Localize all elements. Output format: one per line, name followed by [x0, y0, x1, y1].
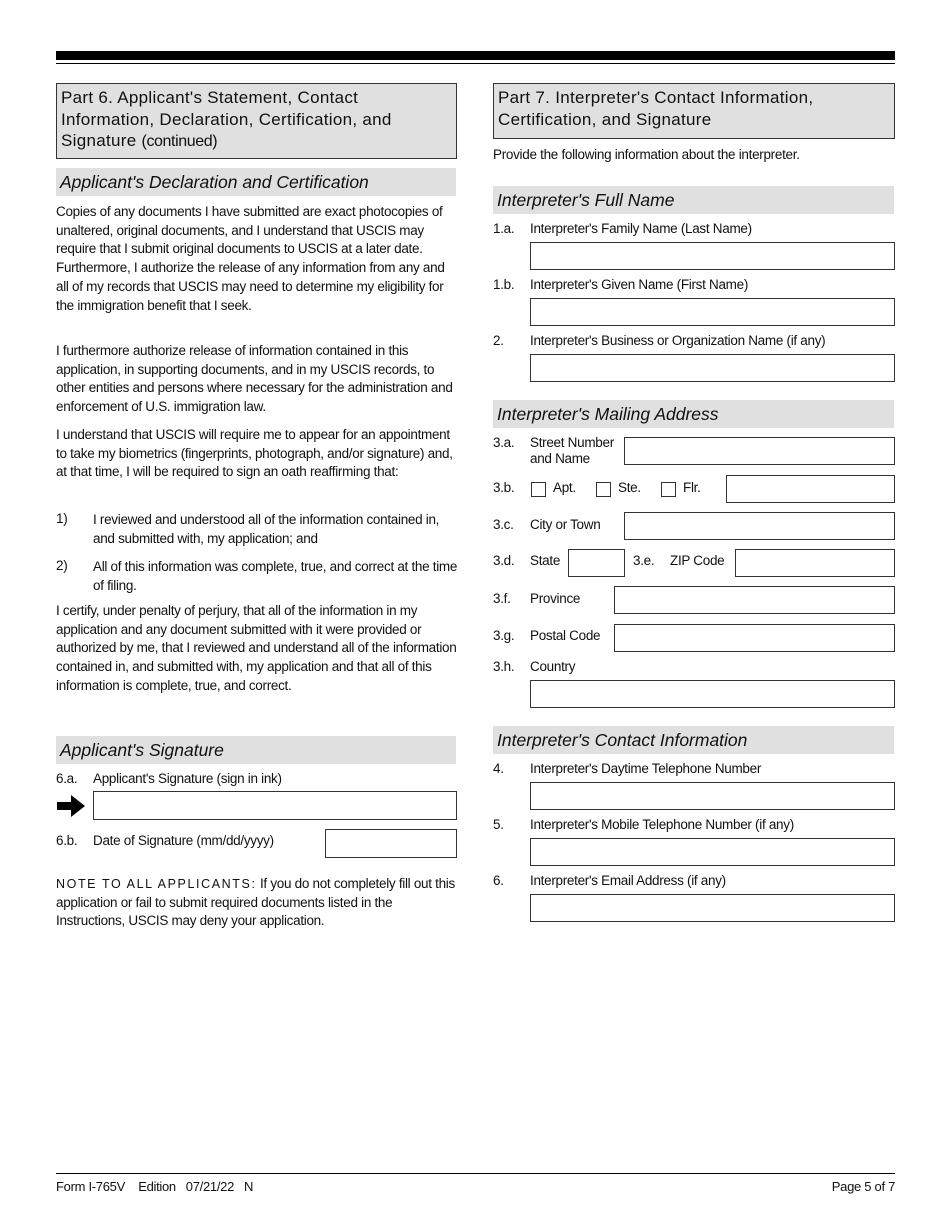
- signature-heading: Applicant's Signature: [56, 736, 456, 764]
- q1b-number: 1.b.: [493, 277, 515, 292]
- q4-label: Interpreter's Daytime Telephone Number: [530, 761, 762, 776]
- q3g-label: Postal Code: [530, 628, 601, 643]
- q5-number: 5.: [493, 817, 504, 832]
- top-rule-thin: [56, 63, 895, 64]
- declaration-para-4: I certify, under penalty of perjury, that all of the information in my application and any document submitted with it were provided or authorized by me, that I reviewed and understand all of the information contained in, and submitted with, my application and that all of this information is complete, true, and correct.: [56, 603, 457, 693]
- q3h-number: 3.h.: [493, 659, 515, 674]
- mailing-address-heading: Interpreter's Mailing Address: [493, 400, 894, 428]
- contact-info-heading: Interpreter's Contact Information: [493, 726, 894, 754]
- q6-number: 6.: [493, 873, 504, 888]
- part6-header-continued: (continued): [141, 133, 218, 150]
- q6b-number: 6.b.: [56, 833, 78, 848]
- q3a-label: [530, 435, 614, 467]
- family-name-field[interactable]: [530, 242, 895, 270]
- footer-edition-label: Edition: [138, 1179, 176, 1194]
- q6b-label: Date of Signature (mm/dd/yyyy): [93, 833, 274, 848]
- q2-number: 2.: [493, 333, 504, 348]
- declaration-para-3: I understand that USCIS will require me to appear for an appointment to take my biometrics (fingerprints, photograph, and/or signature) and, at that time, I will be required to sign an oath reaffirming that:: [56, 427, 453, 480]
- zip-code-field[interactable]: [735, 549, 895, 577]
- unit-number-field[interactable]: [726, 475, 895, 503]
- given-name-field[interactable]: [530, 298, 895, 326]
- q3c-number: 3.c.: [493, 517, 514, 532]
- full-name-heading: Interpreter's Full Name: [493, 186, 894, 214]
- mobile-phone-field[interactable]: [530, 838, 895, 866]
- part7-header-line1: Part 7. Interpreter's Contact Information,: [498, 88, 814, 107]
- q4-number: 4.: [493, 761, 504, 776]
- date-of-signature-field[interactable]: [325, 829, 457, 858]
- part7-header-line2: Certification, and Signature: [498, 109, 712, 129]
- q3a-label-line2: and Name: [530, 451, 590, 466]
- applicant-signature-field[interactable]: [93, 791, 457, 820]
- declaration-para-1: Copies of any documents I have submitted are exact photocopies of unaltered, original documents, and I understand that USCIS may require that I submit original documents to USCIS at a later date. Furthermore, I authorize the release of any information from any and all of my records that USCIS may need to determine my eligibility for the immigration benefit that I seek.: [56, 204, 445, 313]
- q6a-label: Applicant's Signature (sign in ink): [93, 771, 282, 786]
- q6-label: Interpreter's Email Address (if any): [530, 873, 726, 888]
- email-field[interactable]: [530, 894, 895, 922]
- country-field[interactable]: [530, 680, 895, 708]
- note-to-applicants: [56, 875, 458, 931]
- q3h-label: Country: [530, 659, 576, 674]
- oath-item-2-number: 2): [56, 558, 68, 573]
- q3f-number: 3.f.: [493, 591, 511, 606]
- q1a-label: Interpreter's Family Name (Last Name): [530, 221, 752, 236]
- q3e-label: ZIP Code: [670, 553, 725, 568]
- footer-page-number: Page 5 of 7: [831, 1179, 895, 1194]
- right-arrow-icon: [57, 795, 85, 820]
- footer-form-id: Form I-765V: [56, 1179, 125, 1194]
- footer-rule: [56, 1173, 895, 1174]
- footer-edition-code: N: [243, 1179, 254, 1194]
- postal-code-field[interactable]: [614, 624, 895, 652]
- oath-item-1-number: 1): [56, 511, 68, 526]
- declaration-heading: Applicant's Declaration and Certification: [56, 168, 456, 196]
- apt-checkbox[interactable]: [531, 482, 546, 497]
- note-caption: NOTE TO ALL APPLICANTS:: [56, 877, 257, 891]
- q3f-label: Province: [530, 591, 581, 606]
- q3a-number: 3.a.: [493, 435, 515, 450]
- ste-checkbox[interactable]: [596, 482, 611, 497]
- state-field[interactable]: [568, 549, 625, 577]
- street-field[interactable]: [624, 437, 895, 465]
- declaration-para-2: I furthermore authorize release of information contained in this application, in supporting documents, and in my USCIS records, to other entities and persons where necessary for the administration and enforcement of U.S. immigration law.: [56, 343, 453, 415]
- province-field[interactable]: [614, 586, 895, 614]
- part6-header-line2: Information, Declaration, Certification, and: [61, 109, 392, 129]
- q3e-number: 3.e.: [633, 553, 655, 568]
- q2-label: Interpreter's Business or Organization Name (if any): [530, 333, 826, 348]
- footer-form-info: [56, 1179, 253, 1194]
- part7-intro: Provide the following information about the interpreter.: [493, 147, 800, 162]
- top-rule-thick: [56, 51, 895, 60]
- part6-header-line1: Part 6. Applicant's Statement, Contact: [61, 88, 359, 107]
- business-name-field[interactable]: [530, 354, 895, 382]
- q5-label: Interpreter's Mobile Telephone Number (if any): [530, 817, 794, 832]
- footer-edition-date: 07/21/22: [185, 1179, 235, 1194]
- part6-header-line3: Signature: [61, 131, 137, 150]
- q3d-label: State: [530, 553, 561, 568]
- q3a-label-line1: Street Number: [530, 435, 614, 450]
- q3c-label: City or Town: [530, 517, 601, 532]
- q6a-number: 6.a.: [56, 771, 78, 786]
- q3d-number: 3.d.: [493, 553, 515, 568]
- q1b-label: Interpreter's Given Name (First Name): [530, 277, 749, 292]
- oath-item-1-text: I reviewed and understood all of the information contained in, and submitted with, my application; and: [93, 512, 440, 546]
- q1a-number: 1.a.: [493, 221, 515, 236]
- oath-item-2-text: All of this information was complete, true, and correct at the time of filing.: [93, 559, 458, 593]
- q3b-number: 3.b.: [493, 480, 515, 495]
- ste-label: Ste.: [618, 480, 641, 495]
- city-field[interactable]: [624, 512, 895, 540]
- apt-label: Apt.: [553, 480, 576, 495]
- note-text: If you do not completely fill out this application or fail to submit required documents listed in the Instructions, USCIS may deny your application.: [56, 876, 455, 929]
- flr-label: Flr.: [683, 480, 701, 495]
- part7-header: [493, 83, 895, 139]
- part6-header: [56, 83, 457, 159]
- daytime-phone-field[interactable]: [530, 782, 895, 810]
- q3g-number: 3.g.: [493, 628, 515, 643]
- flr-checkbox[interactable]: [661, 482, 676, 497]
